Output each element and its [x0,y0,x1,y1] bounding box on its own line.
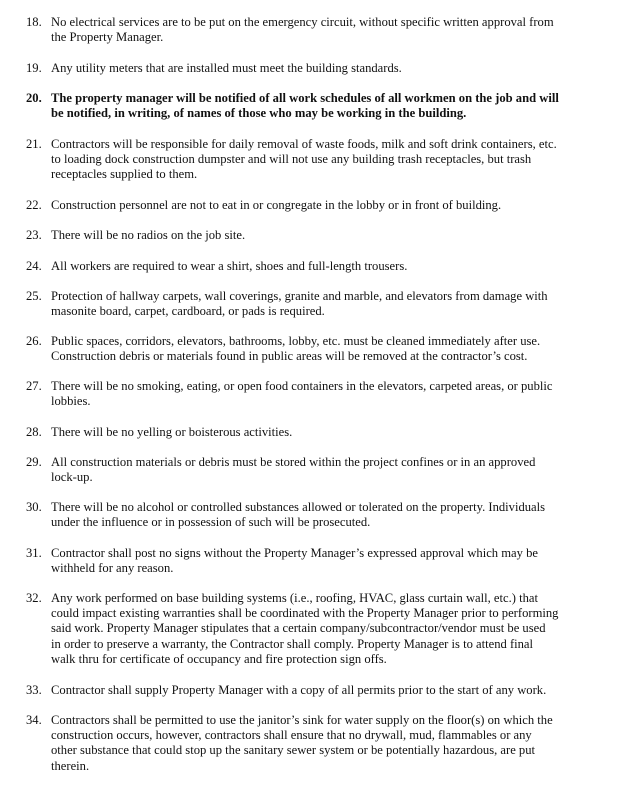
item-line: said work. Property Manager stipulates that a certain company/subcontractor/vendor must be used [51,621,546,636]
item-line: therein. [51,758,90,773]
item-line: Contractor shall supply Property Manager with a copy of all permits prior to the start of any work. [51,683,547,697]
item-text [51,15,596,45]
item-line: All workers are required to wear a shirt, shoes and full-length trousers. [51,259,408,273]
item-line: construction occurs, however, contractors shall ensure that no drywall, mud, flammables or any [51,728,532,743]
item-text [51,259,596,274]
item-text [51,137,596,183]
item-line: Any utility meters that are installed must meet the building standards. [51,61,402,75]
item-line: walk thru for certificate of occupancy and fire protection sign offs. [51,651,387,666]
item-text [51,61,596,76]
item-text [51,500,596,530]
item-number: 30. [26,500,42,514]
item-text [51,334,596,364]
item-line: in order to preserve a warranty, the Contractor shall comply. Property Manager is to attend final [51,636,534,651]
item-line: There will be no radios on the job site. [51,228,246,242]
item-line: be notified, in writing, of names of those who may be working in the building. [51,106,467,121]
item-line: receptacles supplied to them. [51,167,198,182]
item-number: 23. [26,228,42,242]
list-item [26,455,596,485]
item-line: Contractors will be responsible for daily removal of waste foods, milk and soft drink containers, etc. [51,137,557,151]
item-line: The property manager will be notified of all work schedules of all workmen on the job and will [51,91,559,105]
list-item [26,198,596,213]
item-number: 22. [26,198,42,212]
item-line: Protection of hallway carpets, wall coverings, granite and marble, and elevators from damage with [51,289,548,303]
item-number: 28. [26,425,42,439]
item-line: masonite board, carpet, cardboard, or pads is required. [51,304,325,319]
item-line: No electrical services are to be put on the emergency circuit, without specific written approval from [51,15,554,29]
list-item [26,91,596,121]
item-number: 31. [26,546,42,560]
item-text [51,91,596,121]
item-number: 33. [26,683,42,697]
list-item [26,61,596,76]
list-item [26,546,596,576]
item-line: to loading dock construction dumpster and will not use any building trash receptacles, but trash [51,152,532,167]
item-line: All construction materials or debris must be stored within the project confines or in an approved [51,455,536,469]
item-text [51,379,596,409]
item-number: 19. [26,61,42,75]
item-text [51,455,596,485]
list-item [26,425,596,440]
item-number: 34. [26,713,42,727]
item-line: There will be no yelling or boisterous activities. [51,425,293,439]
list-item [26,500,596,530]
list-item [26,591,596,667]
item-line: Any work performed on base building systems (i.e., roofing, HVAC, glass curtain wall, etc.) that [51,591,538,605]
item-text [51,228,596,243]
item-line: Construction debris or materials found in public areas will be removed at the contractor’s cost. [51,349,528,364]
item-number: 20. [26,91,42,105]
list-item [26,289,596,319]
item-line: Construction personnel are not to eat in or congregate in the lobby or in front of building. [51,198,502,212]
item-line: There will be no alcohol or controlled substances allowed or tolerated on the property. Individuals [51,500,546,514]
item-line: There will be no smoking, eating, or open food containers in the elevators, carpeted areas, or public [51,379,553,393]
item-line: Contractors shall be permitted to use the janitor’s sink for water supply on the floor(s) on which the [51,713,553,727]
item-text [51,591,596,667]
item-line: the Property Manager. [51,30,164,45]
item-number: 24. [26,259,42,273]
item-number: 32. [26,591,42,605]
item-text [51,683,596,698]
list-item [26,683,596,698]
list-item [26,15,596,45]
item-line: Public spaces, corridors, elevators, bathrooms, lobby, etc. must be cleaned immediately after use. [51,334,541,348]
item-line: other substance that could stop up the sanitary sewer system or be potentially hazardous, are put [51,743,536,758]
item-text [51,198,596,213]
item-line: lock-up. [51,470,93,485]
list-item [26,379,596,409]
list-item [26,228,596,243]
item-number: 18. [26,15,42,29]
item-number: 21. [26,137,42,151]
item-line: under the influence or in possession of such will be prosecuted. [51,515,371,530]
item-number: 29. [26,455,42,469]
item-number: 27. [26,379,42,393]
item-line: lobbies. [51,394,91,409]
list-item [26,713,596,774]
item-line: withheld for any reason. [51,561,174,576]
list-item [26,259,596,274]
item-number: 26. [26,334,42,348]
item-text [51,546,596,576]
item-text [51,713,596,774]
list-item [26,137,596,183]
item-text [51,425,596,440]
list-item [26,334,596,364]
item-text [51,289,596,319]
item-line: Contractor shall post no signs without the Property Manager’s expressed approval which may be [51,546,538,560]
item-line: could impact existing warranties shall be coordinated with the Property Manager prior to performing [51,606,559,621]
item-number: 25. [26,289,42,303]
